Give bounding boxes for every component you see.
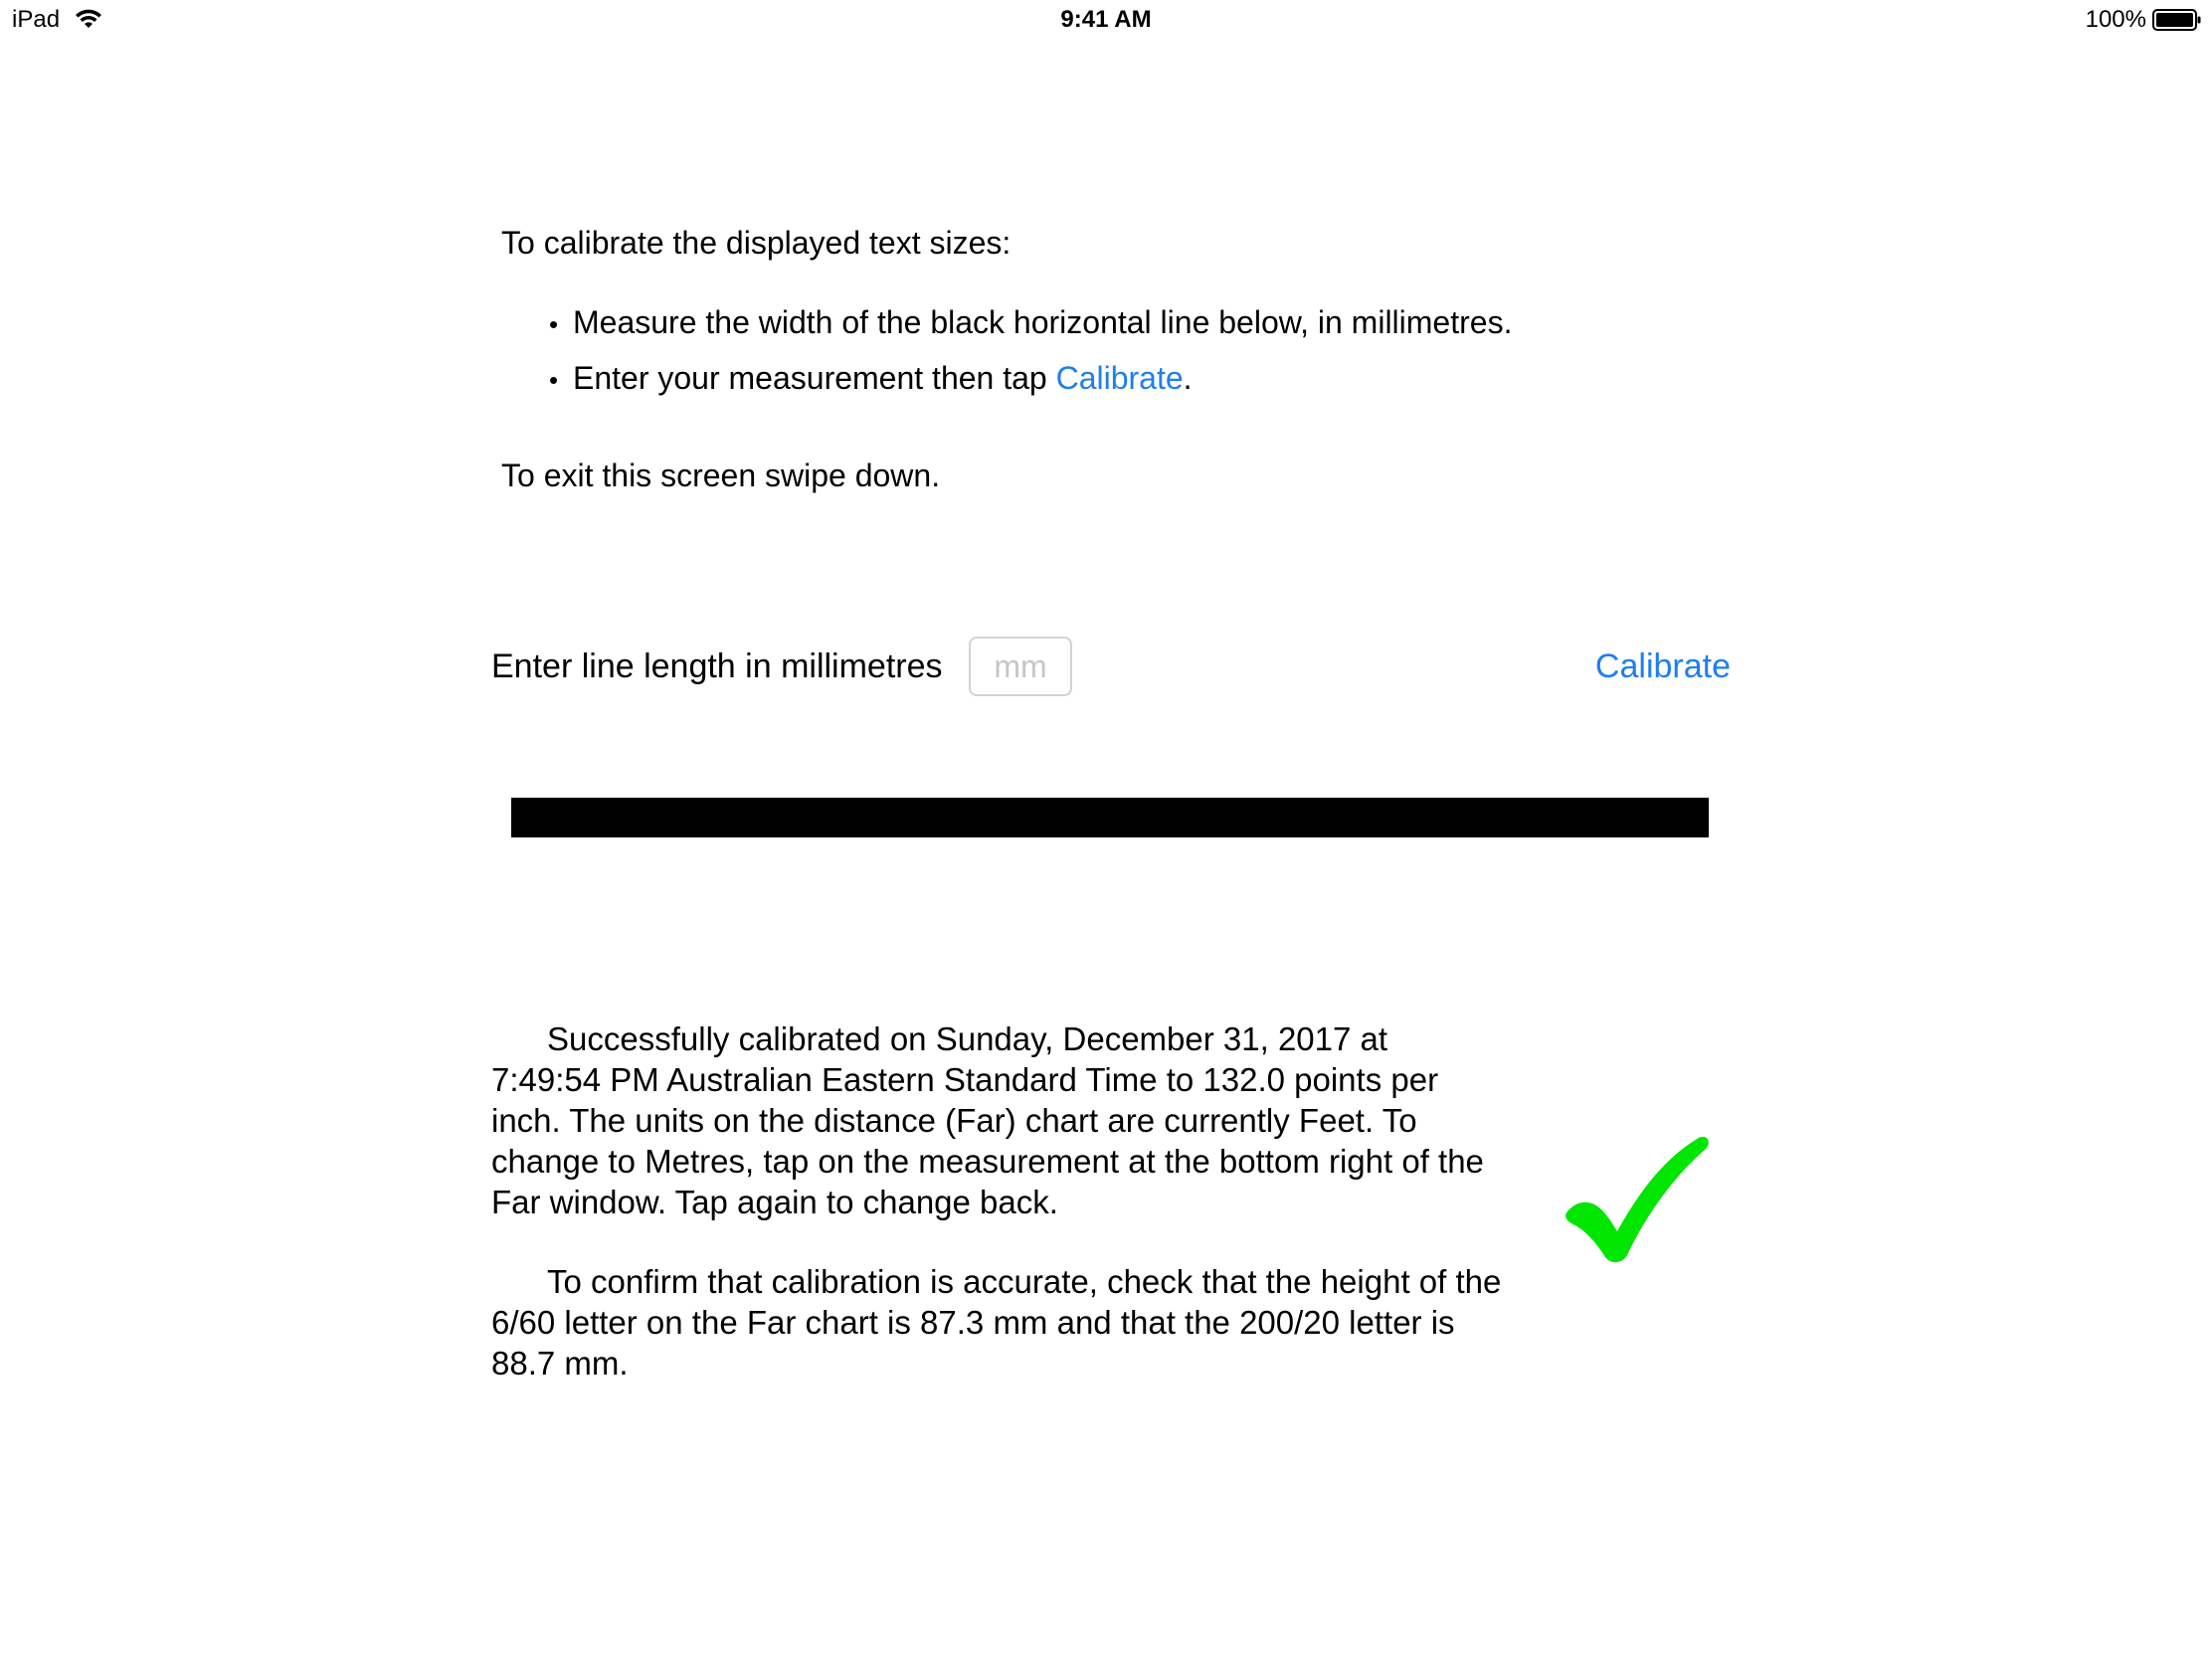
instruction-bullet-suffix: .	[1183, 360, 1193, 396]
calibration-line	[511, 798, 1709, 837]
instruction-bullet-enter	[549, 358, 1193, 400]
checkmark-icon	[1562, 1134, 1711, 1263]
battery-icon	[2152, 9, 2202, 31]
calibration-success-text: Successfully calibrated on Sunday, December 31, 2017 at 7:49:54 PM Australian Eastern Standard Time to 132.0 points per inch. The units on the distance (Far) chart are currently Feet. To change to Metres, tap on the measurement at the bottom right of the Far window. Tap again to change back.	[491, 1020, 1484, 1220]
line-length-label: Enter line length in millimetres	[491, 647, 943, 685]
instructions-exit: To exit this screen swipe down.	[501, 458, 941, 493]
instruction-bullet-text: Measure the width of the black horizontal line below, in millimetres.	[573, 304, 1513, 340]
instruction-bullet-text: Enter your measurement then tap	[573, 360, 1056, 396]
line-length-input[interactable]	[969, 637, 1072, 696]
battery-percent: 100%	[2085, 6, 2146, 33]
calibrate-button[interactable]: Calibrate	[1581, 646, 1731, 686]
device-name: iPad	[12, 6, 61, 33]
instructions-intro: To calibrate the displayed text sizes:	[501, 225, 1012, 261]
calibration-confirm-text: To confirm that calibration is accurate, check that the height of the 6/60 letter on the Far chart is 87.3 mm and that the 200/20 letter is 88.7 mm.	[491, 1263, 1502, 1382]
bullet-dot: •	[549, 365, 559, 395]
bullet-dot: •	[549, 309, 559, 339]
instruction-bullet-measure	[549, 302, 1512, 344]
status-bar	[0, 0, 2212, 40]
clock: 9:41 AM	[1060, 6, 1152, 33]
calibrate-inline-link: Calibrate	[1055, 360, 1184, 396]
